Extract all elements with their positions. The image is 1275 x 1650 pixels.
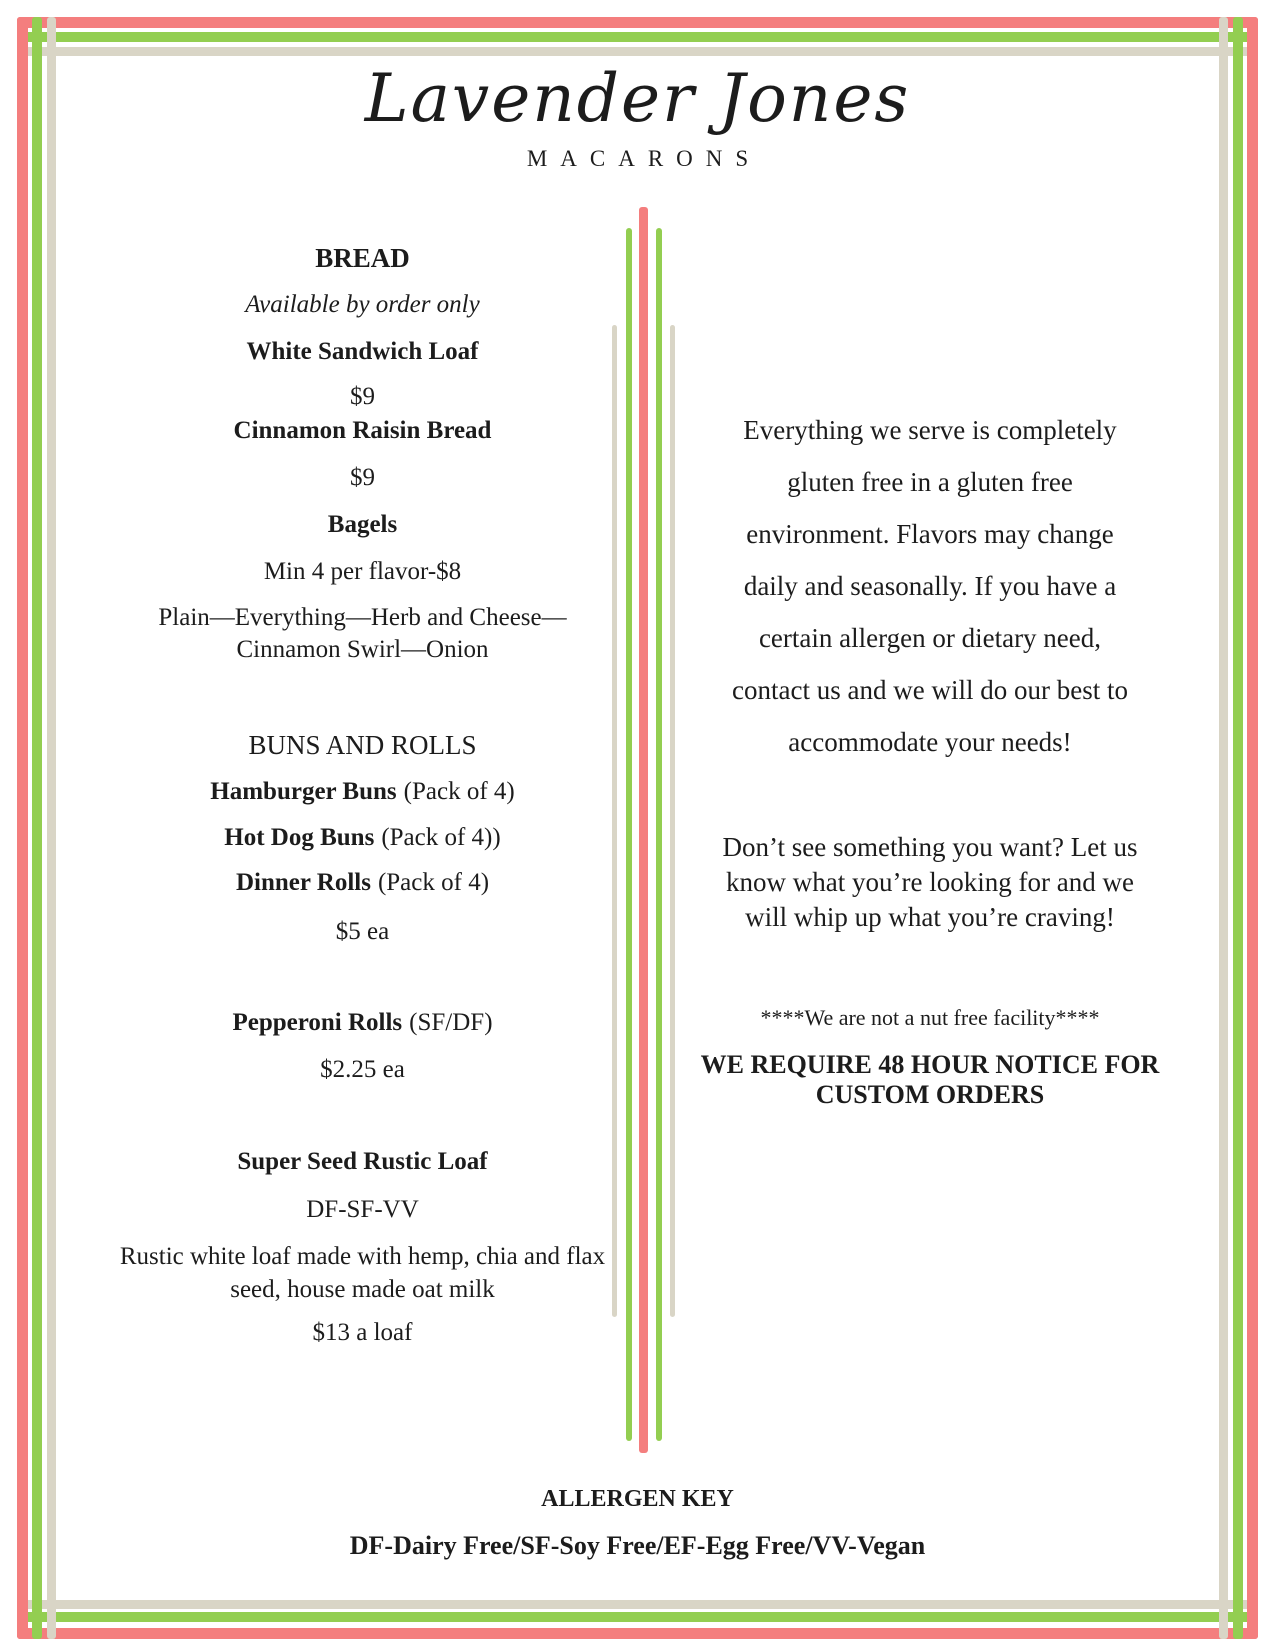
gluten-free-line-7: accommodate your needs! (788, 727, 1072, 757)
gluten-free-line-1: Everything we serve is completely (743, 415, 1117, 445)
item-hamburger-buns-detail: (Pack of 4) (403, 778, 515, 805)
buns-and-rolls-section-title: BUNS AND ROLLS (248, 730, 477, 760)
item-dinner-rolls-detail: (Pack of 4) (377, 869, 490, 896)
divider-green-right-stripe (656, 228, 662, 1441)
bread-menu-column (115, 0, 610, 1650)
border-left-pink-stripe (17, 17, 28, 1639)
brand-logo-text: Lavender Jones (364, 60, 911, 137)
custom-request-line-1: Don’t see something you want? Let us (722, 832, 1138, 862)
info-column (680, 0, 1180, 1650)
divider-beige-left-stripe (612, 325, 617, 1317)
item-super-seed-price: $13 a loaf (312, 1319, 413, 1346)
item-pepperoni-rolls-price: $2.25 ea (320, 1056, 405, 1083)
item-super-seed-description-line-1: Rustic white loaf made with hemp, chia and flax (119, 1243, 606, 1270)
custom-order-notice-line-2: CUSTOM ORDERS (815, 1080, 1045, 1109)
item-dinner-rolls (115, 867, 610, 899)
gluten-free-line-5: certain allergen or dietary need, (758, 623, 1102, 653)
divider-beige-right-stripe (670, 325, 675, 1317)
border-left-beige-stripe (47, 17, 56, 1639)
allergen-key-title: ALLERGEN KEY (541, 1486, 734, 1512)
item-super-seed-allergens: DF-SF-VV (306, 1196, 419, 1223)
item-white-sandwich-loaf-price: $9 (350, 383, 375, 410)
gluten-free-line-3: environment. Flavors may change (746, 519, 1114, 549)
item-pepperoni-rolls (115, 1007, 610, 1039)
bagel-flavors-line-1: Plain—Everything—Herb and Cheese— (158, 604, 567, 631)
gluten-free-paragraph (680, 404, 1180, 768)
item-hot-dog-buns (115, 822, 610, 854)
border-right-green-stripe (1233, 17, 1243, 1639)
bagel-flavors-line-2: Cinnamon Swirl—Onion (236, 636, 489, 663)
custom-request-line-3: will whip up what you’re craving! (745, 902, 1115, 932)
gluten-free-line-2: gluten free in a gluten free (787, 467, 1073, 497)
gluten-free-line-4: daily and seasonally. If you have a (743, 571, 1117, 601)
item-pepperoni-rolls-name: Pepperoni Rolls (232, 1009, 403, 1036)
custom-order-notice (680, 1050, 1180, 1110)
border-right-pink-stripe (1247, 17, 1258, 1639)
item-hot-dog-buns-detail: (Pack of 4)) (381, 824, 501, 851)
item-white-sandwich-loaf: White Sandwich Loaf (246, 338, 479, 365)
nut-facility-note: ****We are not a nut free facility**** (760, 1005, 1100, 1030)
item-bagels-price-note: Min 4 per flavor-$8 (263, 558, 462, 585)
bread-section-title: BREAD (315, 243, 410, 273)
item-dinner-rolls-name: Dinner Rolls (235, 869, 371, 896)
item-super-seed-description-line-2: seed, house made oat milk (230, 1276, 495, 1303)
item-bagels: Bagels (327, 511, 398, 538)
border-left-green-stripe (32, 17, 42, 1639)
border-right-beige-stripe (1219, 17, 1228, 1639)
custom-request-paragraph (680, 830, 1180, 935)
item-pepperoni-rolls-detail: (SF/DF) (409, 1009, 493, 1036)
item-super-seed-rustic-loaf: Super Seed Rustic Loaf (237, 1148, 488, 1175)
item-hamburger-buns-name: Hamburger Buns (210, 778, 397, 805)
gluten-free-line-6: contact us and we will do our best to (732, 675, 1128, 705)
divider-green-left-stripe (626, 228, 632, 1441)
bread-availability-note: Available by order only (245, 291, 480, 318)
buns-and-rolls-price: $5 ea (335, 918, 390, 945)
item-cinnamon-raisin-bread-price: $9 (350, 464, 375, 491)
item-hamburger-buns (115, 776, 610, 808)
brand-subtitle: MACARONS (526, 146, 762, 171)
custom-request-line-2: know what you’re looking for and we (726, 867, 1134, 897)
item-cinnamon-raisin-bread: Cinnamon Raisin Bread (233, 417, 492, 444)
custom-order-notice-line-1: WE REQUIRE 48 HOUR NOTICE FOR (700, 1050, 1160, 1079)
divider-pink-center-stripe (639, 207, 648, 1453)
item-hot-dog-buns-name: Hot Dog Buns (224, 824, 375, 851)
allergen-key-legend: DF-Dairy Free/SF-Soy Free/EF-Egg Free/VV-Vegan (349, 1531, 926, 1560)
